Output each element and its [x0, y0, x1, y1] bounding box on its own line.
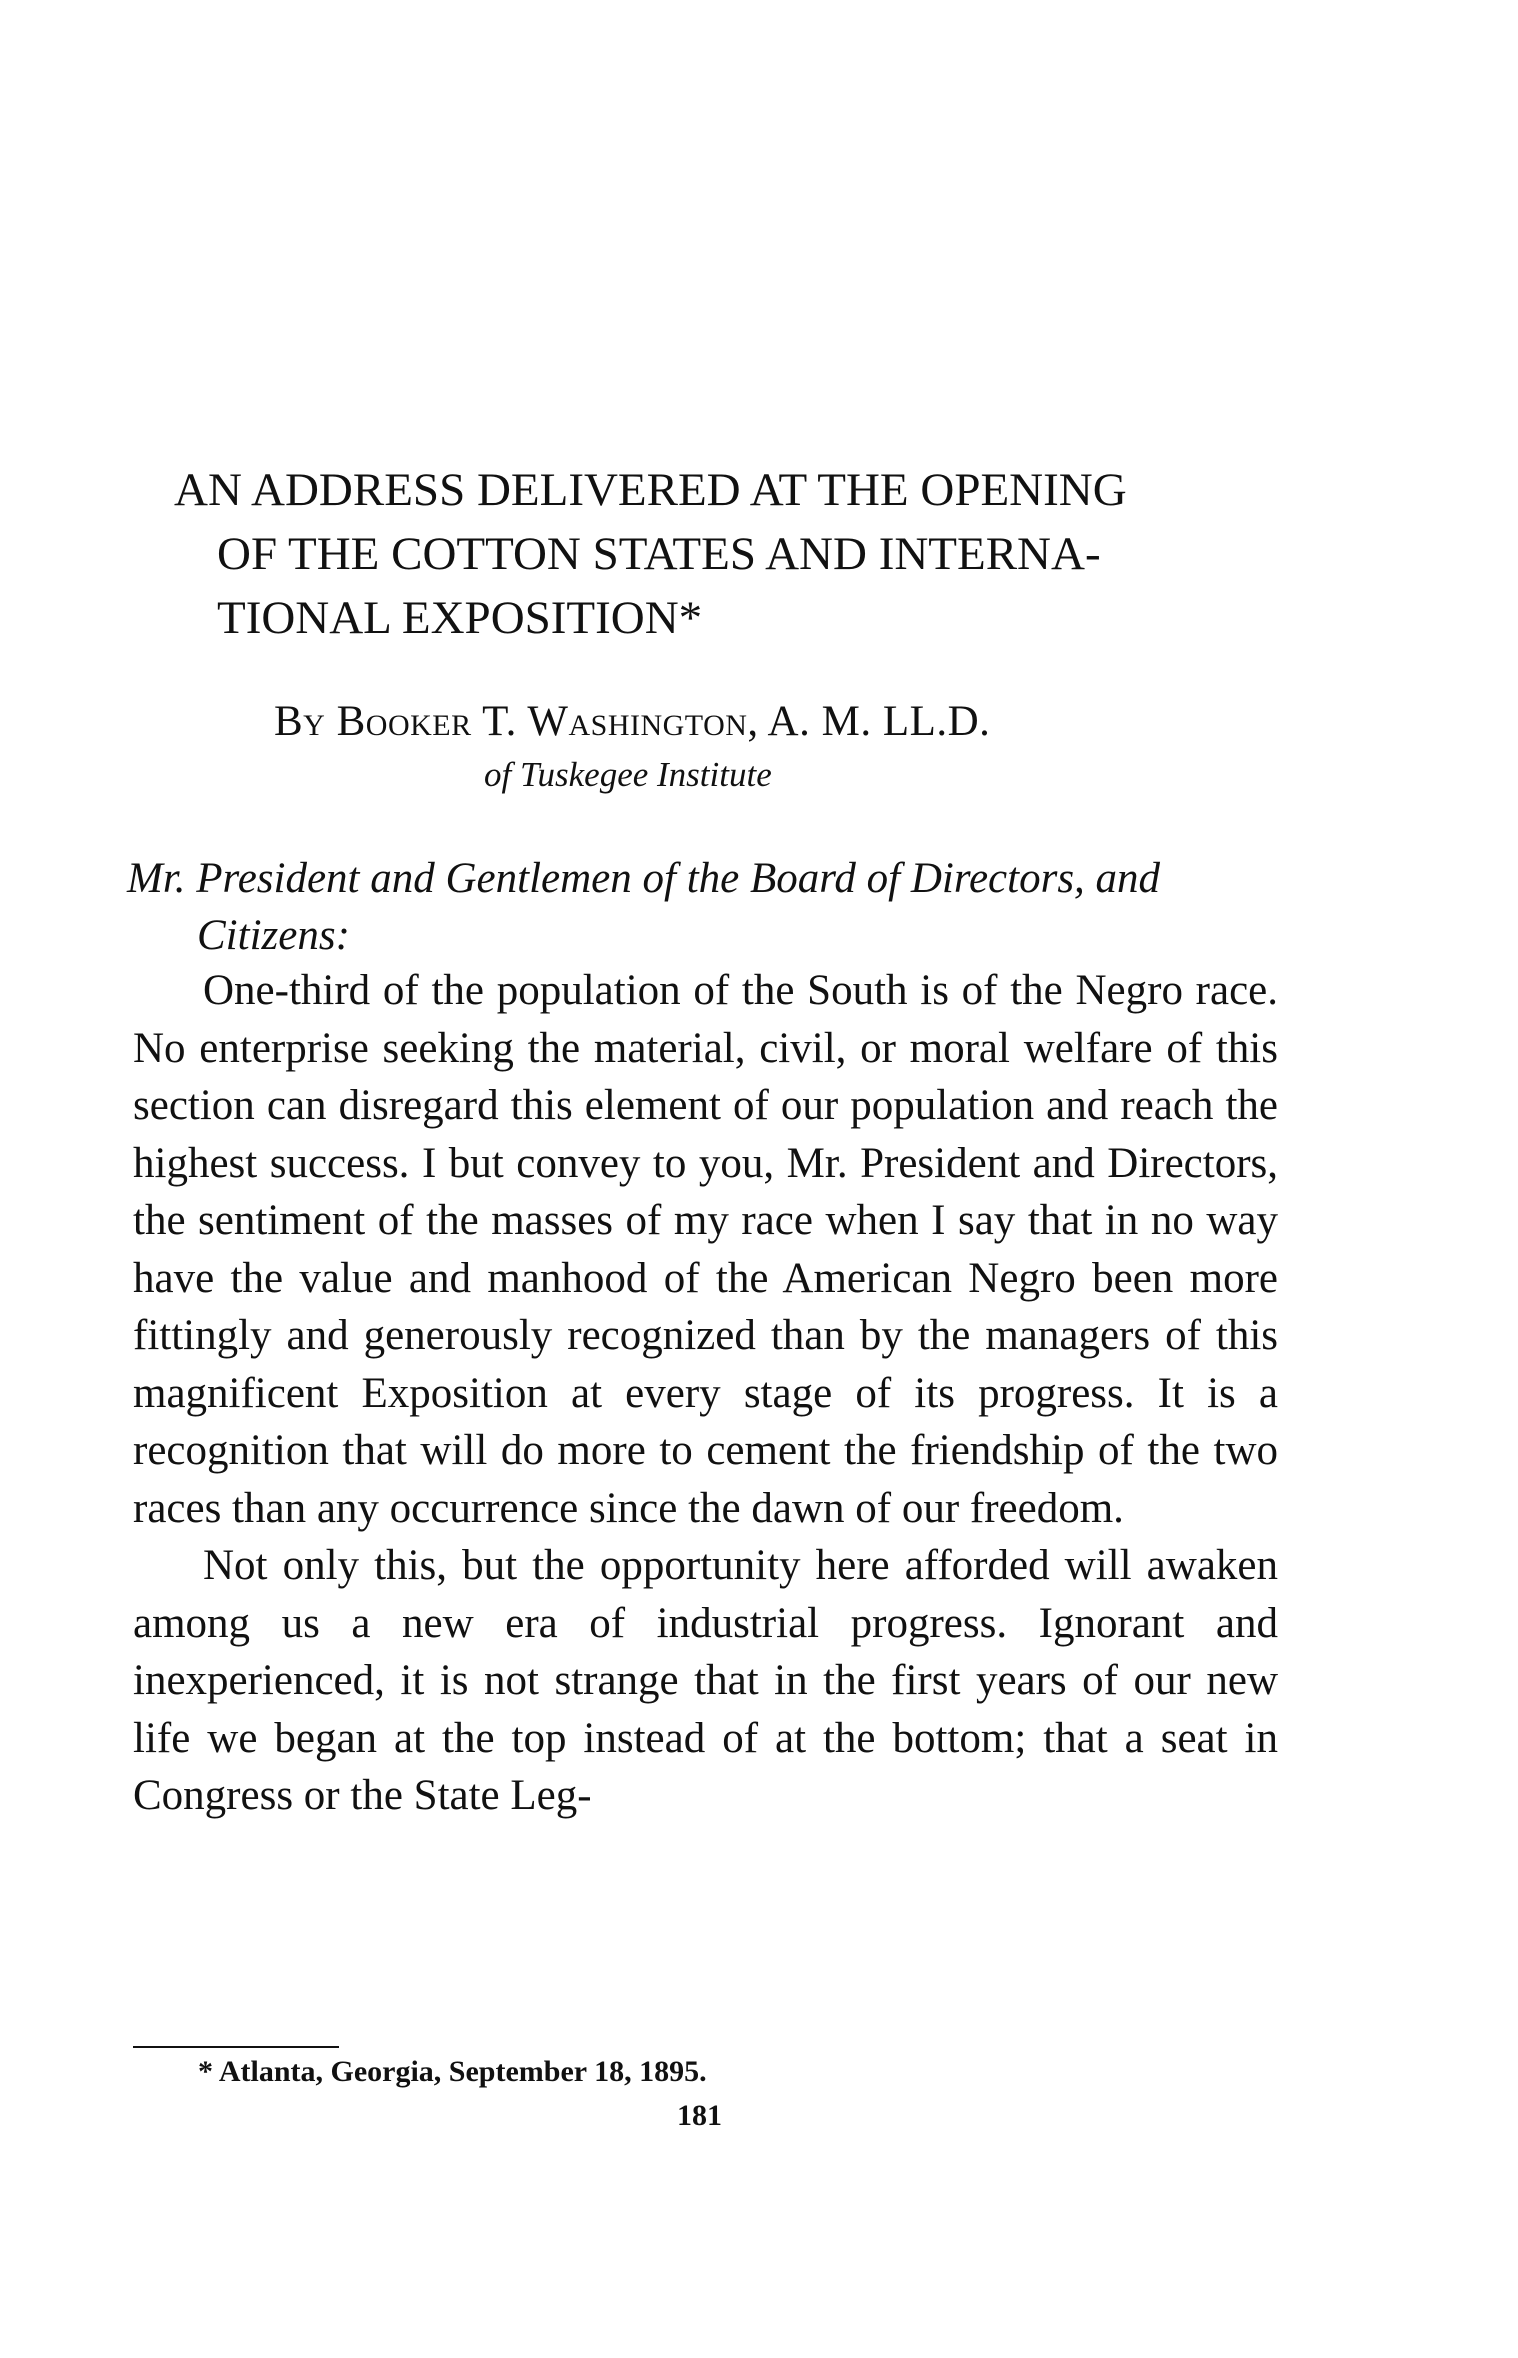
title-line-2: OF THE COTTON STATES AND INTERNA-	[217, 528, 1101, 580]
footnote: * Atlanta, Georgia, September 18, 1895.	[198, 2055, 707, 2088]
body-text	[133, 962, 1278, 1825]
page-number: 181	[677, 2099, 722, 2132]
salutation-line-1: Mr. President and Gentlemen of the Board of Directors, and	[127, 855, 1161, 902]
chapter-title	[174, 458, 1314, 650]
title-line-1: AN ADDRESS DELIVERED AT THE OPENING	[174, 464, 1127, 516]
salutation-line-2: Citizens:	[197, 912, 350, 959]
salutation	[127, 850, 1277, 964]
paragraph-1: One-third of the population of the South is of the Negro race. No enterprise seeking the material, civil, or moral welfare of this section can disregard this element of our population and reach the highest success. I but convey to you, Mr. President and Directors, the sentiment of the masses of my race when I say that in no way have the value and manhood of the American Negro been more fittingly and generously recognized than by the managers of this magnificent Exposition at every stage of its progress. It is a recognition that will do more to cement the friendship of the two races than any occurrence since the dawn of our freedom.	[133, 967, 1278, 1532]
author-affiliation: of Tuskegee Institute	[484, 755, 772, 794]
footnote-rule	[133, 2046, 339, 2048]
paragraph-2: Not only this, but the opportunity here afforded will awaken among us a new era of industrial progress. Ignorant and inexperienced, it is not strange that in the first years of our new life we began at the top instead of at the bottom; that a seat in Congress or the State Leg-	[133, 1542, 1278, 1819]
author-byline: By Booker T. Washington, A. M. LL.D.	[274, 698, 991, 745]
title-line-3: TIONAL EXPOSITION*	[217, 592, 703, 644]
